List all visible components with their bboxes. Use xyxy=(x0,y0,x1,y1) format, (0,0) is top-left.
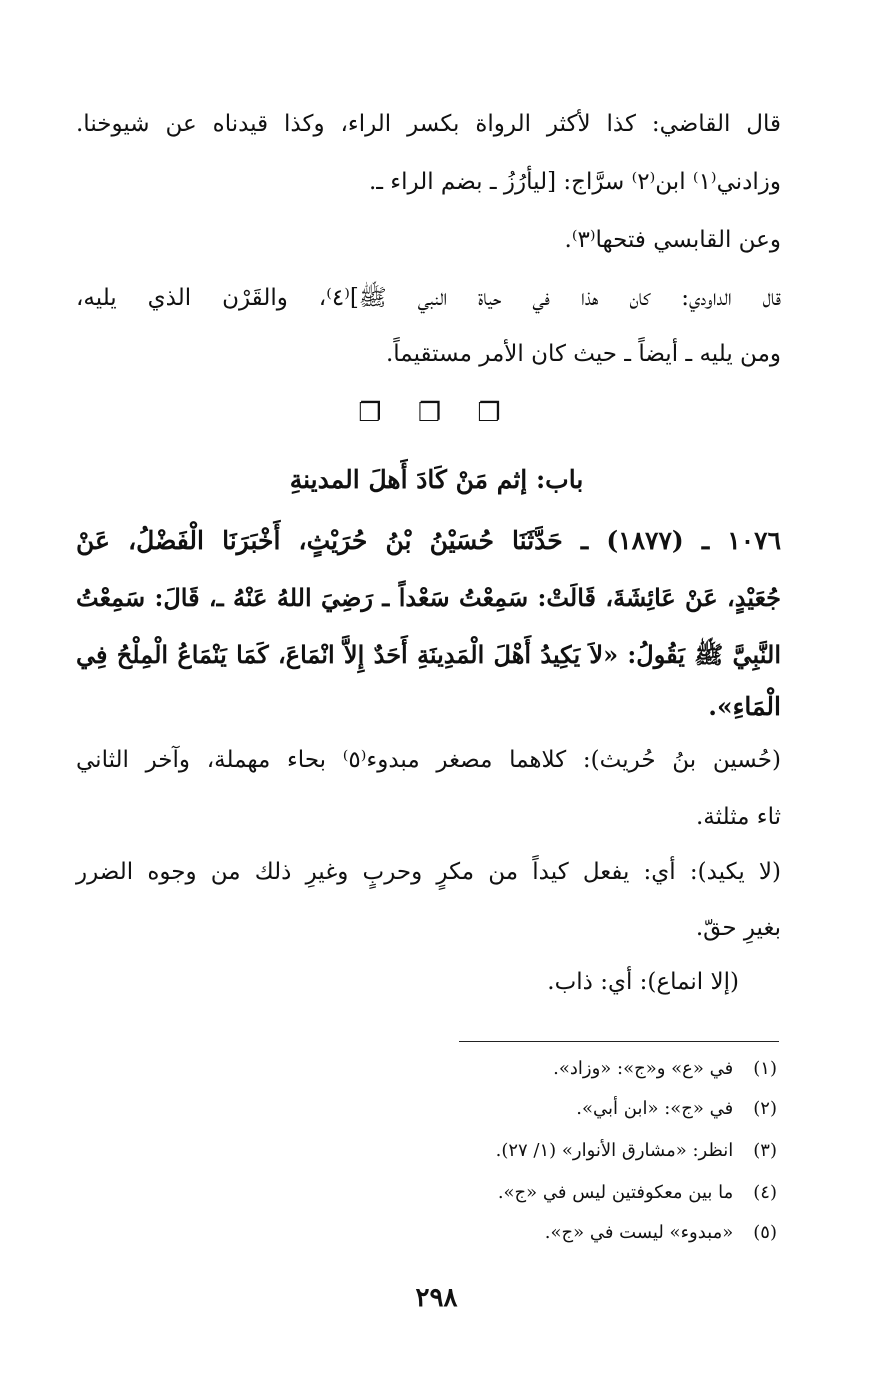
hadith-line: جُعَيْدٍ، عَنْ عَائِشَةَ، قَالَتْ: سَمِعْتُ سَعْداً ـ رَضِيَ اللهُ عَنْهُ ـ، قَالَ: سَمِعْتُ xyxy=(76,583,781,612)
hadith-line: ١٠٧٦ ـ (١٨٧٧) ـ حَدَّثَنَا حُسَيْنُ بْنُ حُرَيْثٍ، أَخْبَرَنَا الْفَضْلُ، عَنْ xyxy=(76,526,781,555)
footnote-text: في «ج»: «ابن أبي». xyxy=(576,1098,734,1119)
footnote xyxy=(553,1054,777,1084)
footnote xyxy=(545,1218,777,1248)
footnote-text: انظر: «مشارق الأنوار» (١/ ٢٧). xyxy=(495,1140,734,1161)
footnote-text: «مبدوء» ليست في «ج». xyxy=(544,1222,734,1243)
chapter-heading: باب: إثم مَنْ كَادَ أَهلَ المدينةِ xyxy=(289,465,584,494)
text-line: قال القاضي: كذا لأكثر الرواة بكسر الراء، وكذا قيدناه عن شيوخنا. xyxy=(76,111,781,137)
footnote-number: (٤) xyxy=(753,1182,777,1203)
commentary-line: ثاء مثلثة. xyxy=(696,804,781,830)
footnote xyxy=(576,1094,777,1124)
footnote-text: ما بين معكوفتين ليس في «ج». xyxy=(497,1182,734,1203)
commentary-line: (لا يكيد): أي: يفعل كيداً من مكرٍ وحربٍ وغيرِ ذلك من وجوه الضرر xyxy=(76,859,781,885)
text-line: وعن القابسي فتحها⁽٣⁾. xyxy=(564,227,781,253)
footnote xyxy=(496,1136,777,1166)
text-line: ومن يليه ـ أيضاً ـ حيث كان الأمر مستقيماً. xyxy=(385,341,781,367)
hadith-line: الْمَاءِ». xyxy=(708,692,781,721)
footnote-number: (٣) xyxy=(753,1140,777,1161)
text-line: قال الداودي: كان هذا في حياة النبي ﷺ]⁽٤⁾، والقَرْن الذي يليه، xyxy=(76,285,781,311)
commentary-line: بغيرِ حقّ. xyxy=(695,915,781,941)
section-ornament: ❐ ❐ ❐ xyxy=(358,398,515,428)
page-number: ٢٩٨ xyxy=(415,1283,458,1313)
footnote-divider xyxy=(459,1041,779,1042)
footnote-number: (٥) xyxy=(753,1222,777,1243)
footnote-number: (٢) xyxy=(753,1098,777,1119)
hadith-line: النَّبِيَّ ﷺ يَقُولُ: «لاَ يَكِيدُ أَهْلَ الْمَدِينَةِ أَحَدٌ إِلاَّ انْمَاعَ، كَمَا يَنْمَاعُ الْمِلْحُ فِي xyxy=(76,640,781,669)
footnote-number: (١) xyxy=(753,1058,777,1079)
footnote xyxy=(498,1178,777,1208)
footnote-text: في «ع» و«ج»: «وزاد». xyxy=(553,1058,734,1079)
text-line: وزادني⁽١⁾ ابن⁽٢⁾ سرَّاج: [ليأرُزُ ـ بضم الراء ـ. xyxy=(368,169,781,195)
commentary-line: (حُسين بنُ حُريث): كلاهما مصغر مبدوء⁽٥⁾ بحاء مهملة، وآخر الثاني xyxy=(76,747,782,773)
commentary-line: (إلا انماع): أي: ذاب. xyxy=(547,969,739,995)
